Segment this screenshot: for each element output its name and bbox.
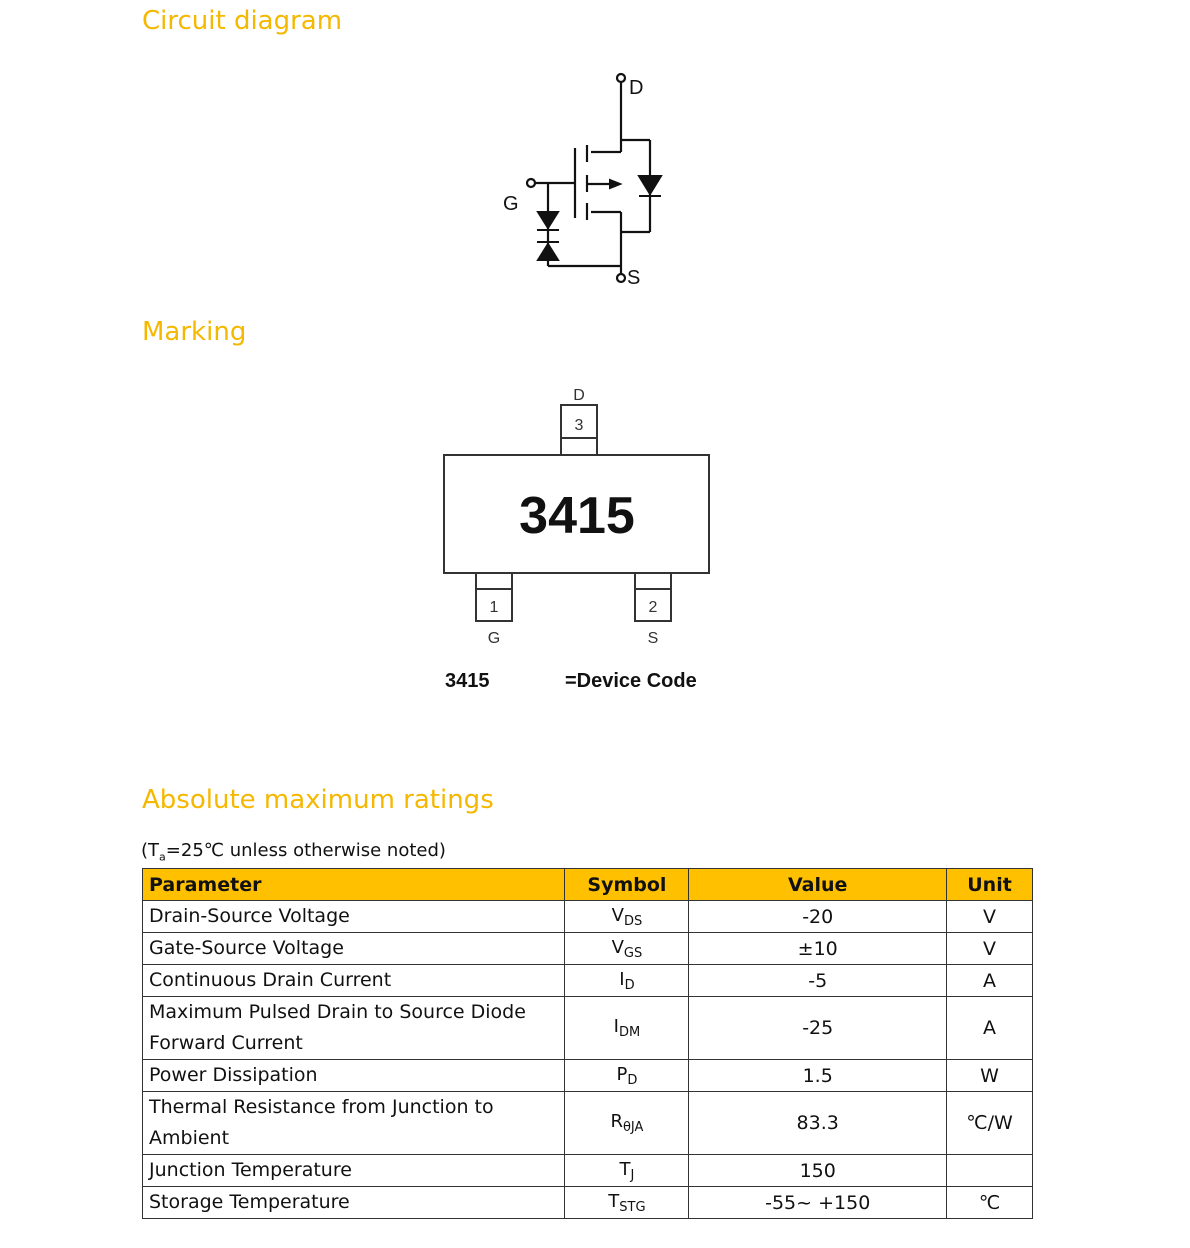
table-row <box>143 997 1033 1060</box>
symbol-cell: $R_{\theta JA}$ <box>565 1092 689 1155</box>
table-row <box>143 1155 1033 1187</box>
value-cell: ±10 <box>689 933 947 965</box>
value-cell: -25 <box>689 997 947 1060</box>
circuit-diagram-title: Circuit diagram <box>142 6 343 36</box>
header-unit: Unit <box>947 869 1033 901</box>
pin-right-number: 2 <box>648 599 658 616</box>
table-row <box>143 1187 1033 1219</box>
table-header-row <box>143 869 1033 901</box>
unit-cell: V <box>947 901 1033 933</box>
table-row <box>143 933 1033 965</box>
parameter-cell: Thermal Resistance from Junction to Ambient <box>143 1092 565 1155</box>
value-cell: 83.3 <box>689 1092 947 1155</box>
legend-description: =Device Code <box>565 670 697 692</box>
drain-label: D <box>629 77 644 99</box>
symbol-cell: $T_{STG}$ <box>565 1187 689 1219</box>
table-row <box>143 965 1033 997</box>
pin-top-letter: D <box>573 387 585 404</box>
symbol-cell: $I_D$ <box>565 965 689 997</box>
unit-cell: W <box>947 1060 1033 1092</box>
header-value: Value <box>689 869 947 901</box>
value-cell: -5 <box>689 965 947 997</box>
ratings-table <box>142 868 1033 1219</box>
symbol-cell: $V_{GS}$ <box>565 933 689 965</box>
parameter-cell: Gate-Source Voltage <box>143 933 565 965</box>
unit-cell: ℃ <box>947 1187 1033 1219</box>
package-marking-diagram <box>430 378 730 658</box>
unit-cell <box>947 1155 1033 1187</box>
pin-left-number: 1 <box>489 599 499 616</box>
pin-top-number: 3 <box>574 417 584 434</box>
conditions-note: ($T_a=25℃$ unless otherwise noted) <box>141 840 446 864</box>
device-code-marking: 3415 <box>519 487 635 545</box>
value-cell: 1.5 <box>689 1060 947 1092</box>
gate-label: G <box>503 193 519 215</box>
pin-right-letter: S <box>647 630 659 647</box>
legend-code: 3415 <box>445 670 490 692</box>
unit-cell: A <box>947 997 1033 1060</box>
parameter-cell: Drain-Source Voltage <box>143 901 565 933</box>
source-label: S <box>627 267 641 289</box>
symbol-cell: $V_{DS}$ <box>565 901 689 933</box>
absolute-max-ratings-title: Absolute maximum ratings <box>142 785 494 815</box>
marking-title: Marking <box>142 317 247 347</box>
value-cell: -55~ +150 <box>689 1187 947 1219</box>
unit-cell: A <box>947 965 1033 997</box>
header-parameter: Parameter <box>143 869 565 901</box>
table-row <box>143 1060 1033 1092</box>
unit-cell: ℃/W <box>947 1092 1033 1155</box>
symbol-cell: $P_D$ <box>565 1060 689 1092</box>
parameter-cell: Continuous Drain Current <box>143 965 565 997</box>
parameter-cell: Maximum Pulsed Drain to Source Diode Forward Current <box>143 997 565 1060</box>
parameter-cell: Junction Temperature <box>143 1155 565 1187</box>
value-cell: -20 <box>689 901 947 933</box>
unit-cell: V <box>947 933 1033 965</box>
parameter-cell: Storage Temperature <box>143 1187 565 1219</box>
pin-left-letter: G <box>487 630 501 647</box>
table-row <box>143 901 1033 933</box>
header-symbol: Symbol <box>565 869 689 901</box>
symbol-cell: $I_{DM}$ <box>565 997 689 1060</box>
mosfet-circuit-diagram <box>490 68 680 293</box>
value-cell: 150 <box>689 1155 947 1187</box>
table-row <box>143 1092 1033 1155</box>
parameter-cell: Power Dissipation <box>143 1060 565 1092</box>
symbol-cell: $T_J$ <box>565 1155 689 1187</box>
